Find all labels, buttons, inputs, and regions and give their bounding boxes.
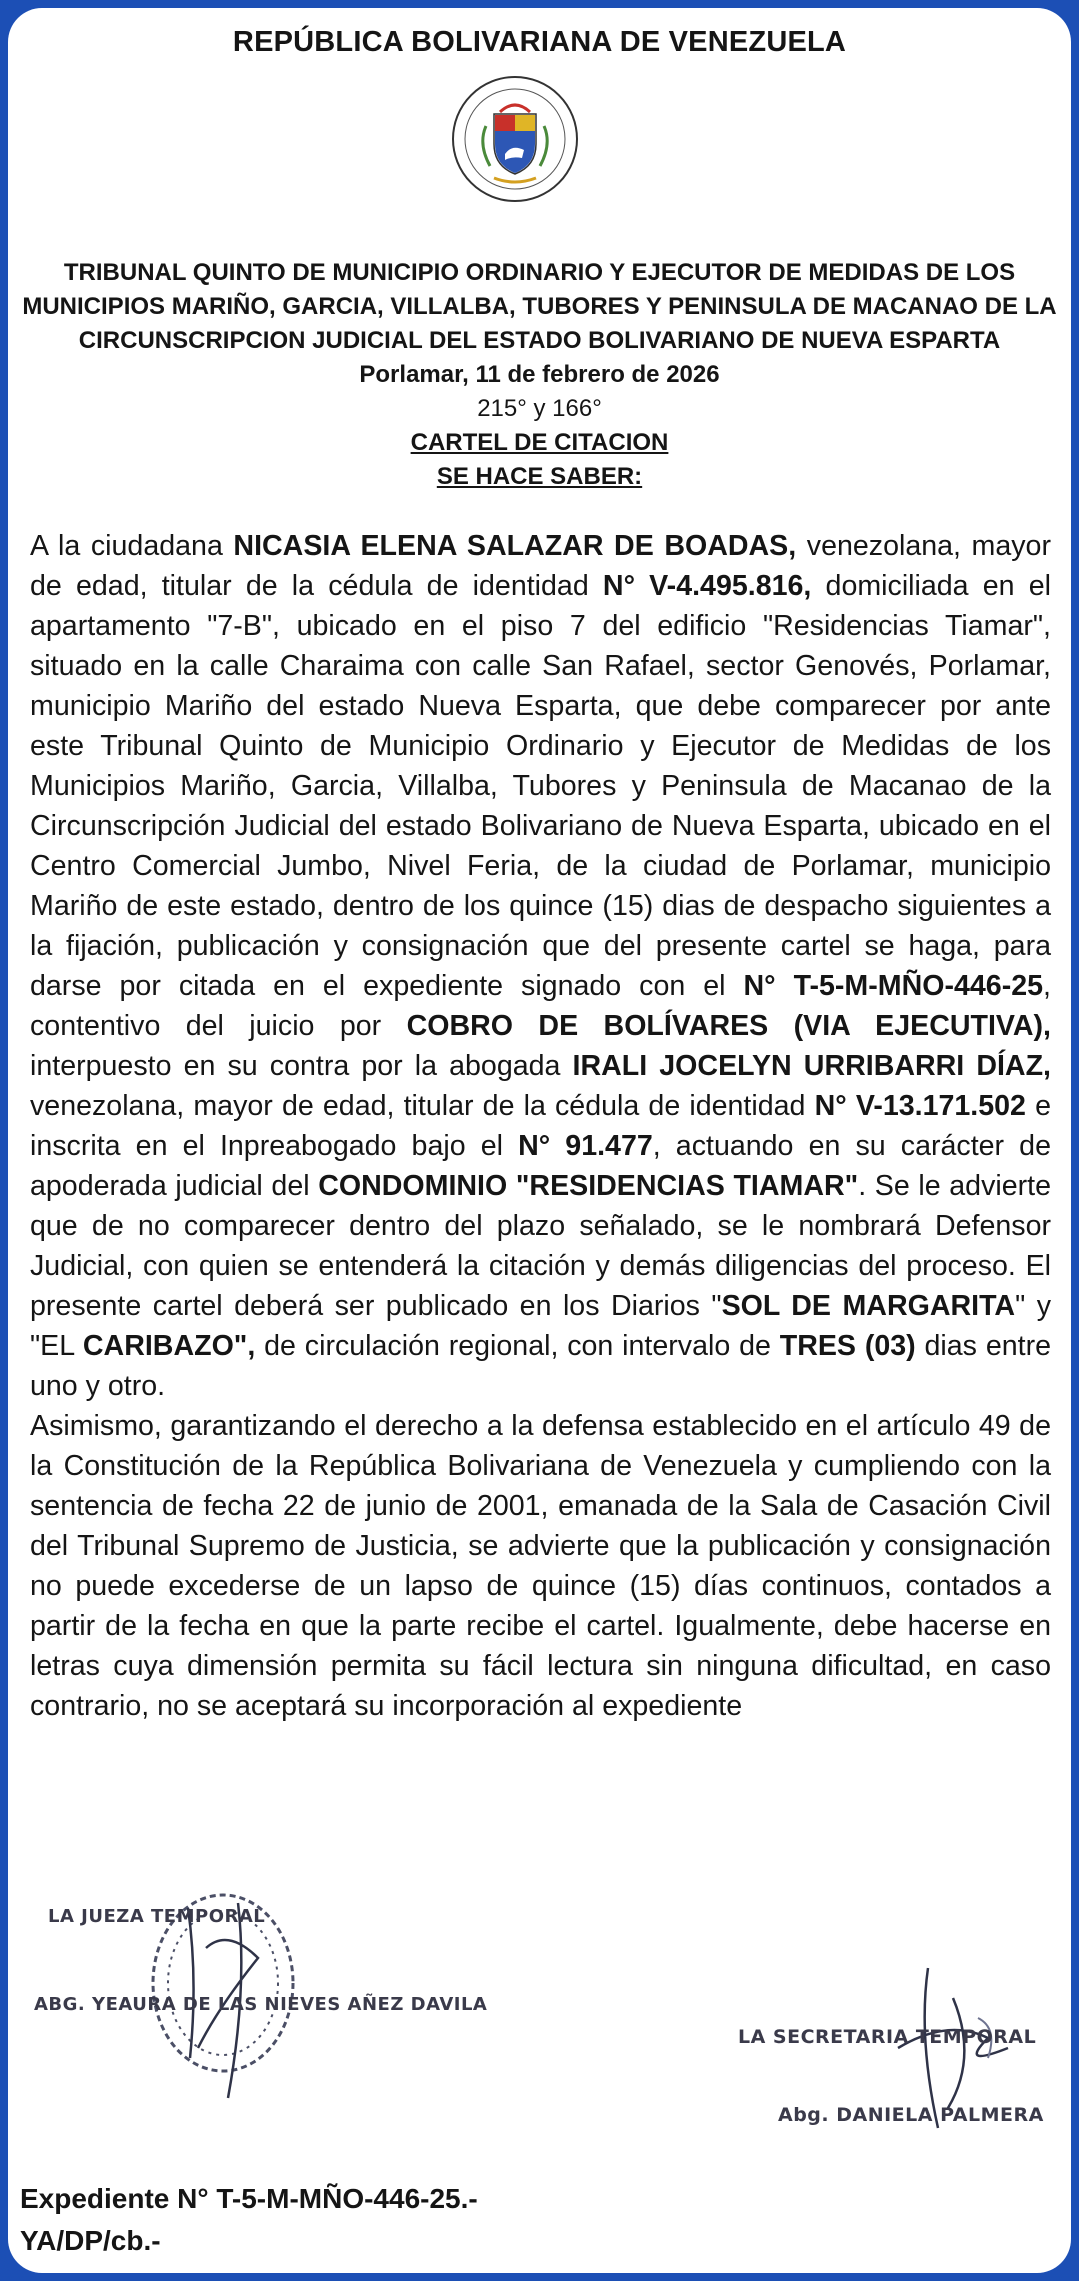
newspaper-1: SOL DE MARGARITA: [721, 1290, 1016, 1322]
p1-text: domiciliada en el apartamento "7-B", ubicado en el piso 7 del edificio "Residencias Tiamar", situado en la calle Charaima con calle San Rafael, sector Genovés, Porlamar, municipio Mariño del estado Nueva Esparta, que debe comparecer por ante este Tribunal Quinto de Municipio Ordinario y Ejecutor de Medidas de los Municipios Mariño, Garcia, Villalba, Tubores y Peninsula de Macanao de la Circunscripción Judicial del estado Bolivariano de Nueva Esparta, ubicado en el Centro Comercial Jumbo, Nivel Feria, de la ciudad de Porlamar, municipio Mariño de este estado, dentro de los quince (15) dias de despacho siguientes a la fijación, publicación y consignación que del presente cartel se haga, para darse por citada en el expediente signado con el: [30, 570, 1051, 1002]
court-line-1: TRIBUNAL QUINTO DE MUNICIPIO ORDINARIO Y EJECUTOR DE MEDIDAS DE LOS: [63, 259, 1016, 286]
p1-text: venezolana, mayor de edad, titular de la cédula de identidad: [30, 1090, 815, 1122]
defendant-id: N° V-4.495.816,: [602, 570, 812, 602]
plaintiff-name: CONDOMINIO "RESIDENCIAS TIAMAR": [318, 1170, 859, 1202]
inpreabogado-number: N° 91.477: [518, 1130, 653, 1162]
p1-text: , contentivo del juicio por: [30, 970, 1051, 1042]
case-number: N° T-5-M-MÑO-446-25: [743, 970, 1044, 1002]
interval-days: TRES (03): [779, 1330, 916, 1362]
p1-text: interpuesto en su contra por la abogada: [30, 1050, 573, 1082]
defendant-name: NICASIA ELENA SALAZAR DE BOADAS,: [233, 530, 797, 562]
p1-text: e inscrita en el Inpreabogado bajo el: [30, 1090, 1052, 1162]
p1-text: " y "EL: [30, 1290, 1051, 1362]
notice-paragraph-2: Asimismo, garantizando el derecho a la defensa establecido en el artículo 49 de la Constitución de la República Bolivariana de Venezuela y cumpliendo con la sentencia de fecha 22 de junio de 2001, emanada de la Sala de Casación Civil del Tribunal Supremo de Justicia, se advierte que la publicación y consignación no puede excederse de un lapso de quince (15) días continuos, contados a partir de la fecha en que la parte recibe el cartel. Igualmente, debe hacerse en letras cuya dimensión permita su fácil lectura sin ninguna dificultad, en caso contrario, no se aceptará su incorporación al expediente: [30, 1410, 1051, 1722]
p1-text: dias entre uno y otro.: [30, 1330, 1051, 1402]
attorney-id: N° V-13.171.502: [814, 1090, 1026, 1122]
country-heading: REPÚBLICA BOLIVARIANA DE VENEZUELA: [232, 26, 847, 58]
secretary-name: Abg. DANIELA PALMERA: [778, 2104, 1044, 2126]
notice-years: 215° y 166°: [477, 395, 602, 422]
newspaper-2: CARIBAZO",: [82, 1330, 256, 1362]
coat-of-arms-seal-icon: [450, 74, 580, 204]
p1-text: , actuando en su carácter de apoderada judicial del: [30, 1130, 1051, 1202]
p1-text: de circulación regional, con intervalo de: [255, 1330, 780, 1362]
lawsuit-type: COBRO DE BOLÍVARES (VIA EJECUTIVA),: [406, 1010, 1051, 1042]
notice-card: [8, 8, 1071, 2273]
footer-initials: YA/DP/cb.-: [20, 2225, 161, 2256]
document-title: CARTEL DE CITACION: [410, 429, 669, 456]
attorney-name: IRALI JOCELYN URRIBARRI DÍAZ,: [572, 1050, 1051, 1082]
document-subtitle: SE HACE SABER:: [436, 463, 643, 490]
p1-text: . Se le advierte que de no comparecer dentro del plazo señalado, se le nombrará Defensor Judicial, con quien se entenderá la citación y demás diligencias del proceso. El presente cartel deberá ser publicado en los Diarios ": [30, 1170, 1051, 1322]
judge-title: LA JUEZA TEMPORAL: [48, 1906, 266, 1927]
p1-text: A la ciudadana: [30, 530, 234, 562]
judge-name: ABG. YEAURA DE LAS NIEVES AÑEZ DAVILA: [34, 1994, 488, 2015]
notice-date: Porlamar, 11 de febrero de 2026: [359, 361, 720, 388]
court-header: [18, 256, 1061, 494]
notice-body: [30, 526, 1051, 1726]
court-line-3: CIRCUNSCRIPCION JUDICIAL DEL ESTADO BOLIVARIANO DE NUEVA ESPARTA: [78, 327, 1001, 354]
court-line-2: MUNICIPIOS MARIÑO, GARCIA, VILLALBA, TUBORES Y PENINSULA DE MACANAO DE LA: [22, 293, 1057, 320]
secretary-title: LA SECRETARIA TEMPORAL: [738, 2026, 1037, 2048]
notice-paragraph-1: [30, 526, 1051, 1406]
footer-expediente: Expediente N° T-5-M-MÑO-446-25.-: [20, 2183, 478, 2214]
p1-text: venezolana, mayor de edad, titular de la cédula de identidad: [30, 530, 1051, 602]
